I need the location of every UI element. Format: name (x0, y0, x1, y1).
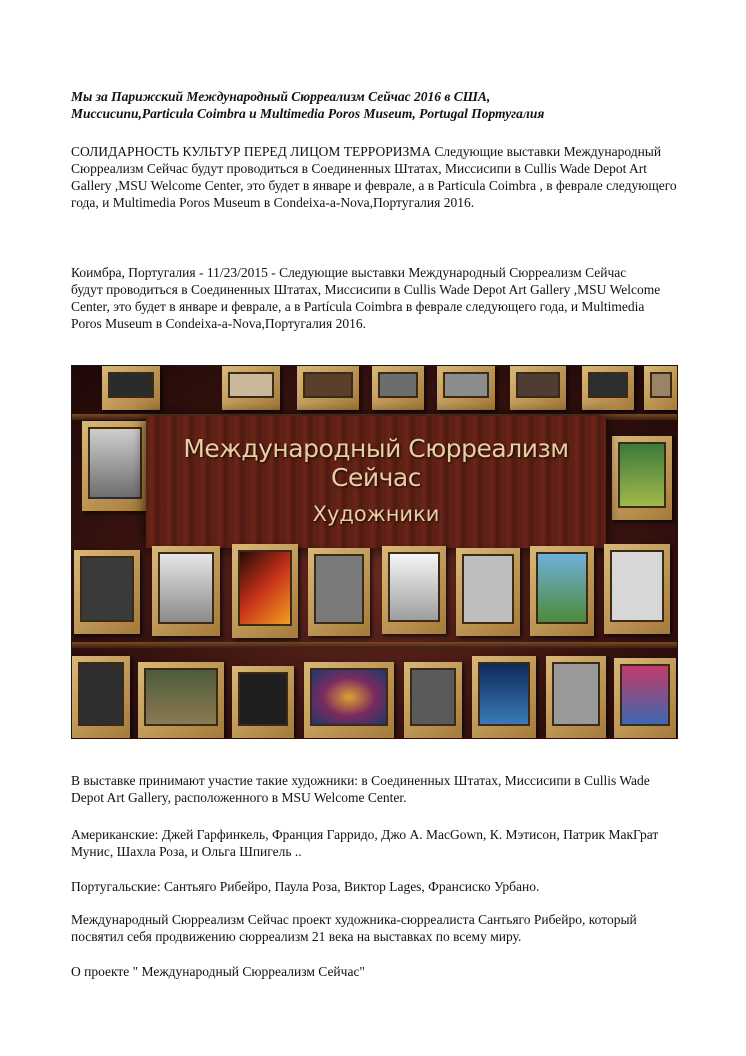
paragraph-coimbra-line-1: Коимбра, Португалия - 11/23/2015 - Следующие выставки Международный Сюрреализм Сейчас (71, 265, 627, 280)
paragraph-participants: В выставке принимают участие такие художники: в Соединенных Штатах, Миссисипи в Cullis Wade Depot Art Gallery, расположенного в MSU Welcome Center. (71, 773, 650, 805)
paragraph-american-artists: Американские: Джей Гарфинкель, Франция Гарридо, Джо А. MacGown, К. Мэтисон, Патрик МакГрат Мунис, Шахла Роза, и Ольга Шпигель .. (71, 827, 659, 859)
artwork-frame (530, 546, 594, 636)
artwork-frame (232, 666, 294, 738)
banner-title: Международный Сюрреализм Сейчас (183, 434, 569, 492)
artwork-frame (297, 366, 359, 410)
artwork-frame (612, 436, 672, 520)
exhibition-banner-image (71, 365, 678, 739)
heading-line-2: Миссисипи,Particula Coimbra и Multimedia Poros Museum, Portugal Португалия (71, 106, 545, 121)
artwork-frame (102, 366, 160, 410)
artwork-frame (304, 662, 394, 738)
artwork-frame (604, 544, 670, 634)
paragraph-portuguese-artists: Португальские: Сантьяго Рибейро, Паула Роза, Виктор Lages, Франсиско Урбано. (71, 879, 540, 894)
artwork-frame (152, 546, 220, 636)
artwork-frame (510, 366, 566, 410)
artwork-frame (372, 366, 424, 410)
paragraph-coimbra (71, 264, 677, 332)
paragraph-solidarity: СОЛИДАРНОСТЬ КУЛЬТУР ПЕРЕД ЛИЦОМ ТЕРРОРИЗМА Следующие выставки Международный Сюрреализм Сейчас будут проводиться в Соединенных Штатах, Миссисипи в Cullis Wade Depot Art Gallery ,MSU Welcome Center, это будет в январе и феврале, а в Particula Coimbra , в феврале следующего года, и Multimedia Poros Museum в Condeixa-a-Nova,Португалия 2016. (71, 144, 677, 210)
artwork-frame (404, 662, 462, 738)
artwork-frame (437, 366, 495, 410)
paragraph-coimbra-line-2: будут проводиться в Соединенных Штатах, Миссисипи в Cullis Wade Depot Art Gallery ,MSU Welcome Center, это будет в январе и феврале, а в Partícula Coimbra в феврале следующего года, и Multimedia Poros Museum в Condeixa-a-Nova,Португалия 2016. (71, 282, 661, 331)
artwork-frame (456, 548, 520, 636)
artwork-frame (72, 656, 130, 738)
artwork-frame (382, 546, 446, 634)
document-heading (71, 88, 671, 122)
artwork-frame (644, 366, 678, 410)
artwork-frame (232, 544, 298, 638)
heading-line-1: Мы за Парижский Международный Сюрреализм Сейчас 2016 в США, (71, 89, 491, 104)
artwork-frame (308, 548, 370, 636)
banner-subtitle: Художники (312, 502, 440, 526)
paragraph-project-description: Международный Сюрреализм Сейчас проект художника-сюрреалиста Сантьяго Рибейро, который посвятил себя продвижению сюрреализм 21 века на выставках по всему миру. (71, 912, 637, 944)
artwork-frame (138, 662, 224, 738)
artwork-frame (582, 366, 634, 410)
artwork-frame (546, 656, 606, 738)
artwork-frame (472, 656, 536, 738)
banner-shelf (72, 642, 677, 648)
artwork-frame (614, 658, 676, 738)
artwork-frame (74, 550, 140, 634)
paragraph-about-project: О проекте " Международный Сюрреализм Сейчас" (71, 964, 365, 979)
artwork-frame (82, 421, 148, 511)
artwork-frame (222, 366, 280, 410)
